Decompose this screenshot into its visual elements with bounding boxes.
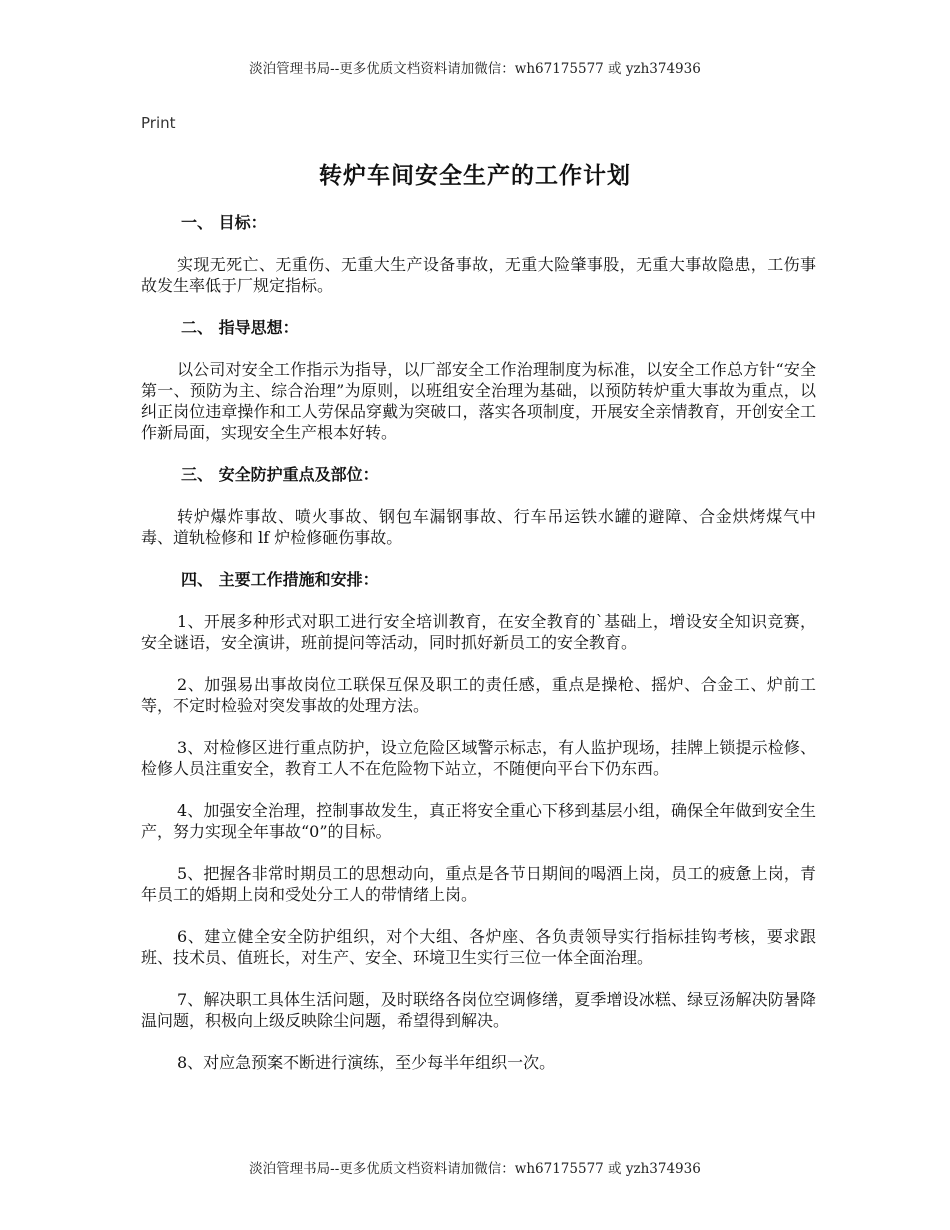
measure-item-6: 6、建立健全安全防护组织，对个大组、各炉座、各负责领导实行指标挂钩考核，要求跟班、技术员、值班长，对生产、安全、环境卫生实行三位一体全面治理。 xyxy=(141,927,816,967)
page-footer: 淡泊管理书局--更多优质文档资料请加微信：wh67175577 或 yzh374936 xyxy=(249,1161,701,1177)
section-heading-goal: 一、 目标： xyxy=(181,213,267,232)
document-body xyxy=(141,212,816,1094)
measure-item-3: 3、对检修区进行重点防护，设立危险区域警示标志，有人监护现场，挂牌上锁提示检修、检修人员注重安全，教育工人不在危险物下站立，不随便向平台下仍东西。 xyxy=(141,738,816,778)
measure-item-5: 5、把握各非常时期员工的思想动向，重点是各节日期间的喝酒上岗，员工的疲惫上岗，青年员工的婚期上岗和受处分工人的带情绪上岗。 xyxy=(141,864,816,904)
measure-item-4: 4、加强安全治理，控制事故发生，真正将安全重心下移到基层小组，确保全年做到安全生产，努力实现全年事故“0”的目标。 xyxy=(141,801,816,841)
section-heading-guide: 二、 指导思想： xyxy=(181,318,299,337)
section-heading-measures: 四、 主要工作措施和安排： xyxy=(181,570,379,589)
page-header: 淡泊管理书局--更多优质文档资料请加微信：wh67175577 或 yzh374936 xyxy=(249,61,701,77)
measure-item-2: 2、加强易出事故岗位工联保互保及职工的责任感，重点是操枪、摇炉、合金工、炉前工等，不定时检验对突发事故的处理方法。 xyxy=(141,675,816,715)
document-title: 转炉车间安全生产的工作计划 xyxy=(319,162,631,189)
section-heading-focus: 三、 安全防护重点及部位： xyxy=(181,465,379,484)
section-text-goal: 实现无死亡、无重伤、无重大生产设备事故，无重大险肇事股，无重大事故隐患，工伤事故发生率低于厂规定指标。 xyxy=(141,255,816,295)
measure-item-7: 7、解决职工具体生活问题，及时联络各岗位空调修缮，夏季增设冰糕、绿豆汤解决防暑降温问题，积极向上级反映除尘问题，希望得到解决。 xyxy=(141,990,816,1030)
measure-item-8: 8、对应急预案不断进行演练，至少每半年组织一次。 xyxy=(177,1053,556,1072)
print-label: Print xyxy=(141,114,176,132)
section-text-guide: 以公司对安全工作指示为指导，以厂部安全工作治理制度为标准，以安全工作总方针“安全第一、预防为主、综合治理”为原则，以班组安全治理为基础，以预防转炉重大事故为重点，以纠正岗位违章操作和工人劳保品穿戴为突破口，落实各项制度，开展安全亲情教育，开创安全工作新局面，实现安全生产根本好转。 xyxy=(141,360,816,442)
measure-item-1: 1、开展多种形式对职工进行安全培训教育，在安全教育的`基础上，增设安全知识竞赛，安全谜语，安全演讲，班前提问等活动，同时抓好新员工的安全教育。 xyxy=(141,612,816,652)
section-text-focus: 转炉爆炸事故、喷火事故、钢包车漏钢事故、行车吊运铁水罐的避障、合金烘烤煤气中毒、道轨检修和 lf 炉检修砸伤事故。 xyxy=(141,507,816,547)
